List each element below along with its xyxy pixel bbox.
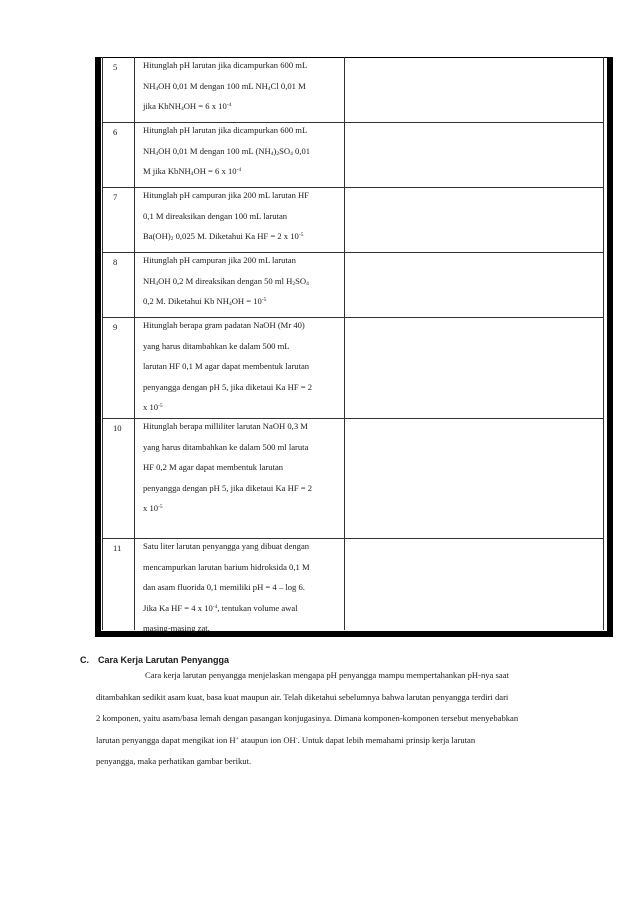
paragraph-line: 2 komponen, yaitu asam/basa lemah dengan pasangan konjugasinya. Dimana komponen-komponen tersebut menyebabkan: [96, 713, 519, 723]
paragraph-line: penyangga, maka perhatikan gambar berikut.: [96, 756, 252, 766]
row-number: 10: [113, 423, 122, 433]
paragraph-line: ditambahkan sedikit asam kuat, basa kuat maupun air. Telah diketahui sebelumnya bahwa larutan penyangga terdiri dari: [96, 691, 509, 702]
question-text: Hitunglah berapa milliliter larutan NaOH 0,3 M yang harus ditambahkan ke dalam 500 ml laruta HF 0,2 M agar dapat membentuk larutan penyangga dengan pH 5, jika diketaui Ka HF = 2 x $10^{-5}$: [143, 421, 313, 513]
row-number: 7: [113, 192, 118, 202]
table-column-divider-answer: [344, 57, 345, 630]
question-text: Hitunglah pH larutan jika dicampurkan 600 mL $NH_4OH$ 0,01 M dengan 100 mL $(NH_4)_2SO_4$ 0,01 M jika KbNH$_4$OH = 6 x $10^{-4}$: [143, 125, 311, 177]
question-text: Hitunglah pH larutan jika dicampurkan 600 mL $NH_4OH$ 0,01 M dengan 100 mL $NH_4Cl$ 0,01 M jika KbNH$_4$OH = 6 x $10^{-4}$: [143, 60, 308, 112]
question-text: Hitunglah berapa gram padatan NaOH (Mr 40) yang harus ditambahkan ke dalam 500 mL larutan HF 0,1 M agar dapat membentuk larutan penyangga dengan pH 5, jika diketaui Ka HF = 2 x $10^{-5}$: [143, 320, 313, 412]
section-letter: C.: [80, 655, 89, 665]
question-text: Hitunglah pH campuran jika 200 mL larutan HF 0,1 M direaksikan dengan 100 mL larutan $Ba(OH)_2$ 0,025 M. Diketahui Ka HF = 2 x $10^{-5}$: [143, 190, 310, 242]
paragraph-line: Cara kerja larutan penyangga menjelaskan mengapa pH penyangga mampu mempertahankan pH-nya saat: [145, 670, 509, 680]
paragraph-line: larutan penyangga dapat mengikat ion H+ ataupun ion OH-. Untuk dapat lebih memahami prinsip kerja larutan: [96, 734, 476, 745]
section-title: Cara Kerja Larutan Penyangga: [98, 655, 230, 665]
table-column-divider-number: [134, 57, 135, 630]
row-number: 5: [113, 62, 118, 72]
table-inner-border-left: [102, 57, 103, 630]
row-number: 8: [113, 257, 118, 267]
table-inner-border-right: [603, 57, 604, 630]
row-number: 11: [113, 543, 122, 553]
question-text: Hitunglah pH campuran jika 200 mL larutan $NH_4OH$ 0,2 M direaksikan dengan 50 ml $H_2SO_4$ 0,2 M. Diketahui Kb $NH_4OH = 10^{-5}$: [143, 255, 309, 307]
row-number: 6: [113, 127, 118, 137]
question-text: Satu liter larutan penyangga yang dibuat dengan mencampurkan larutan barium hidroksida 0,1 M dan asam fluorida 0,1 memiliki pH = 4 – log 6. Jika Ka HF = 4 x $10^{-4}$, tentukan volume awal masing-masing zat.: [143, 541, 310, 633]
row-number: 9: [113, 322, 118, 332]
section-paragraph: [96, 665, 586, 773]
section-heading: [80, 655, 229, 665]
